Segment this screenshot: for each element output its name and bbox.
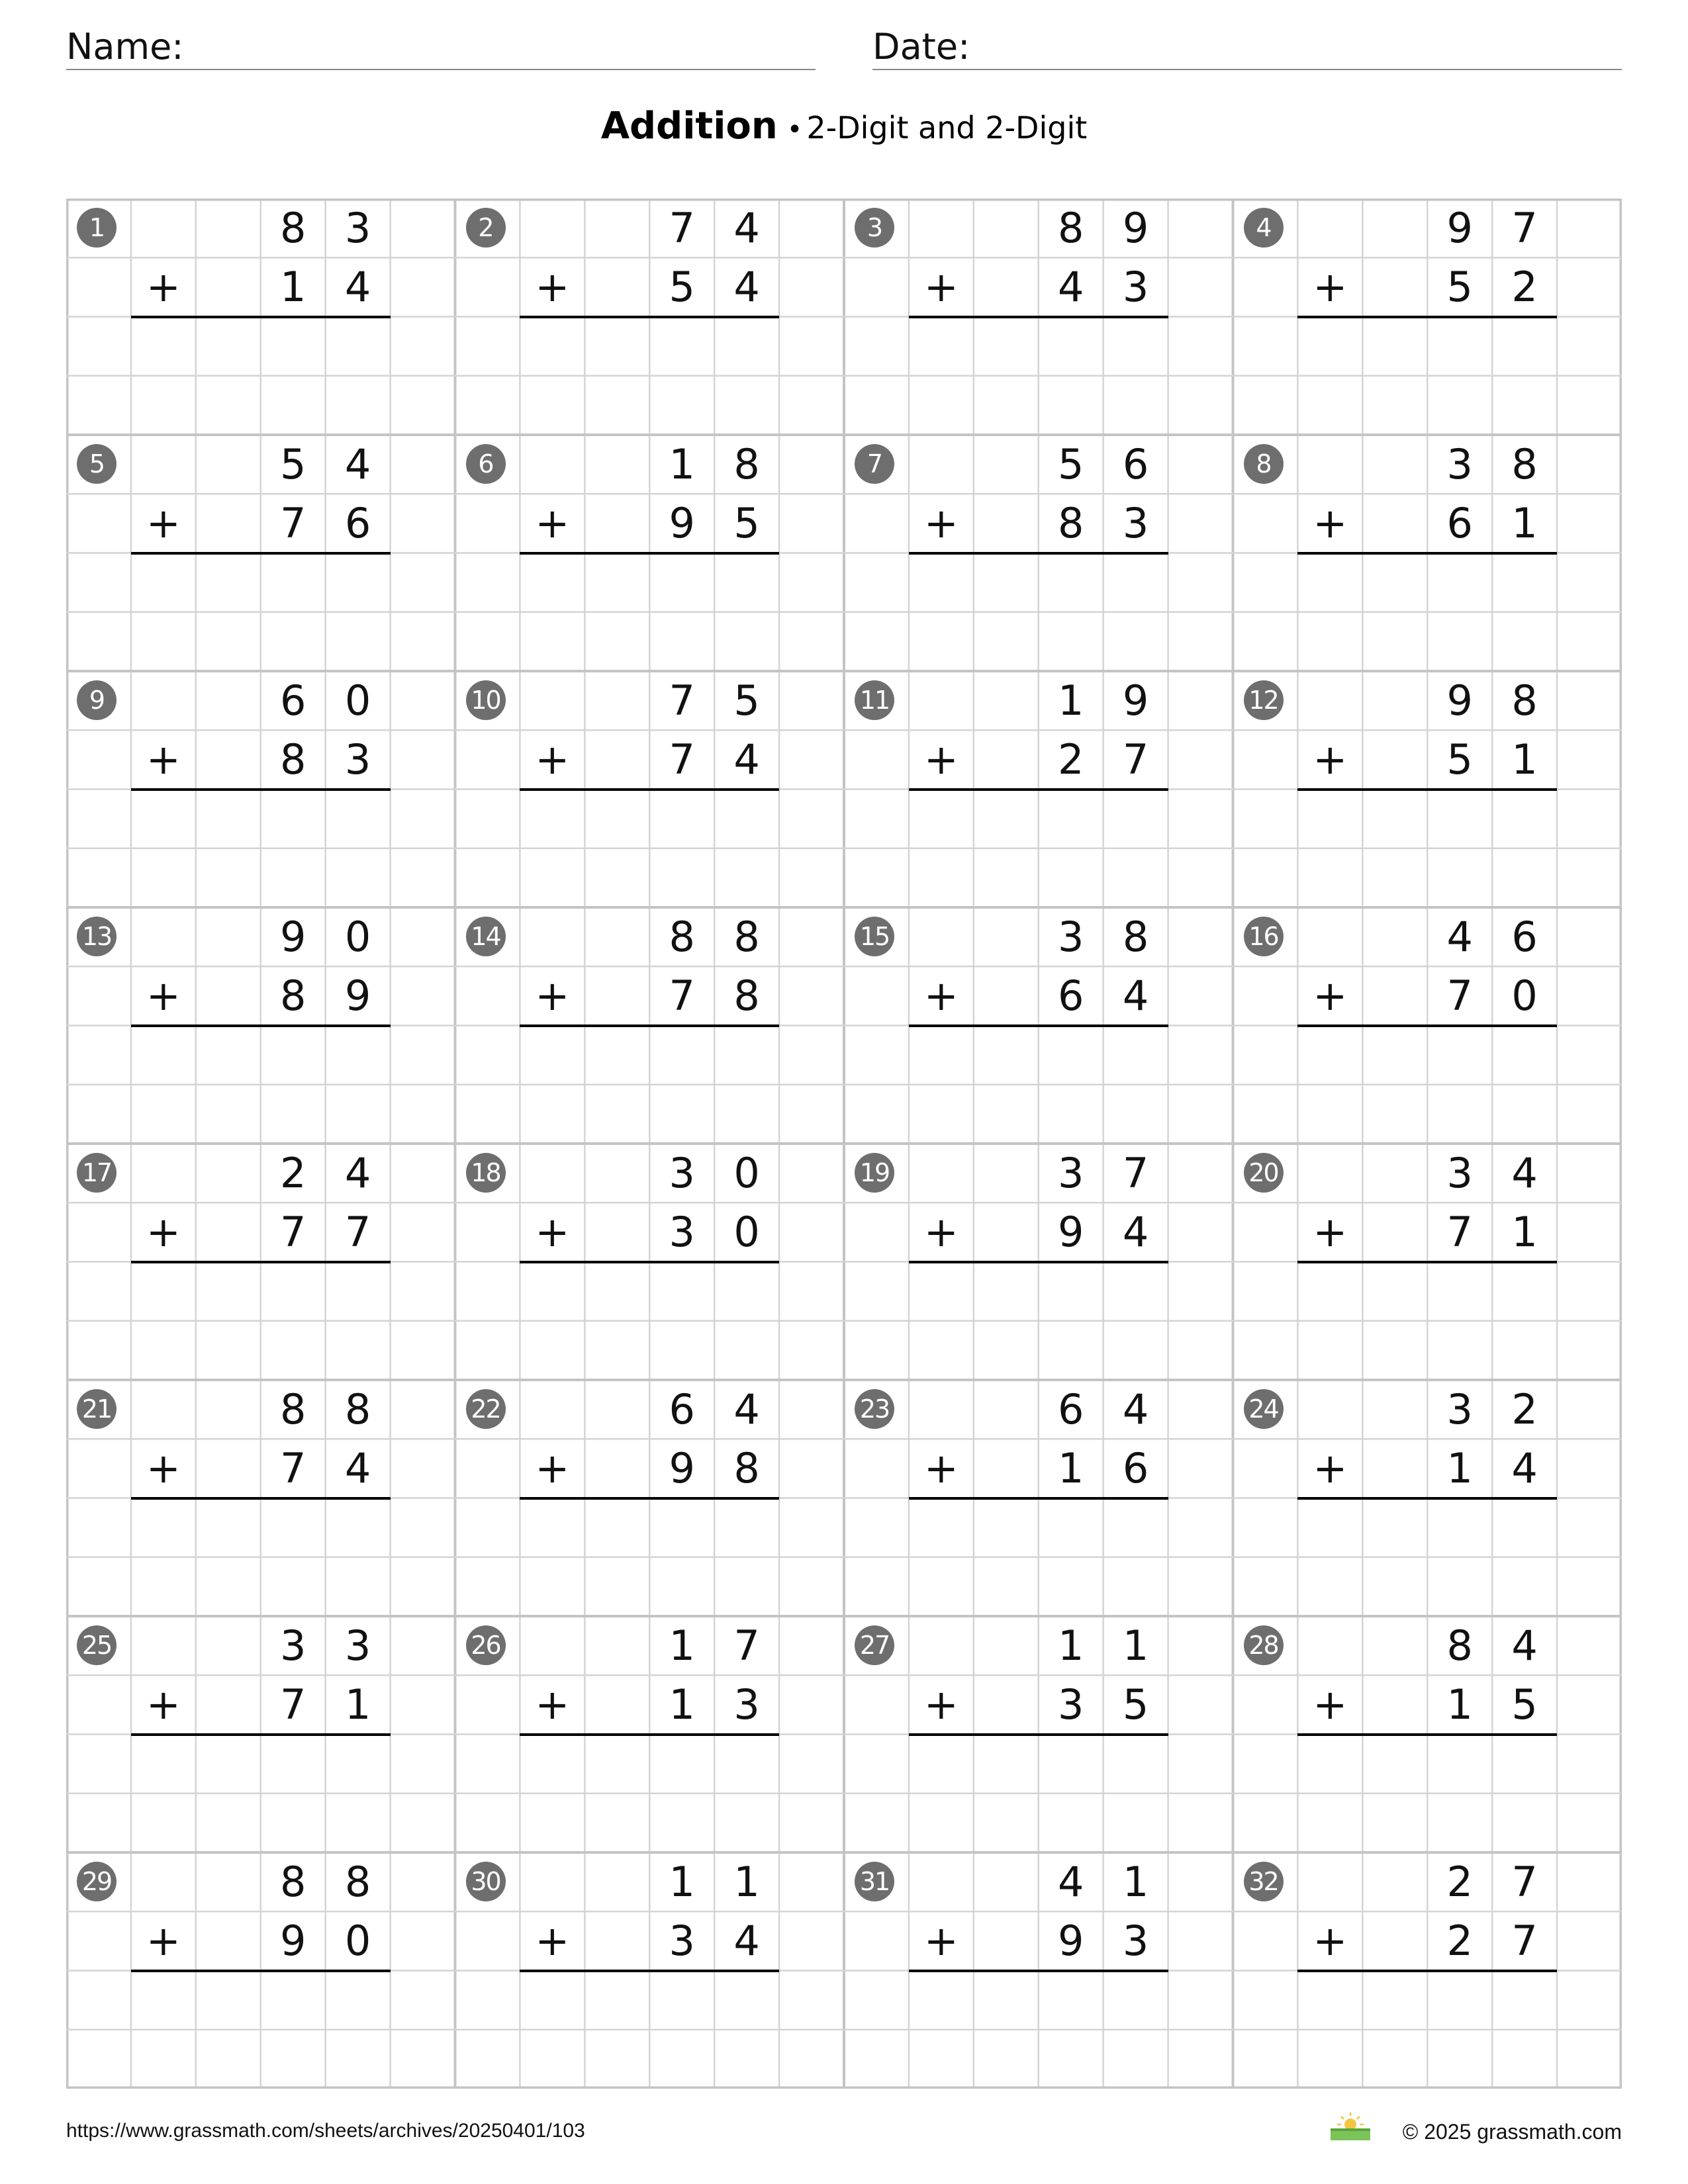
bottom-ones-digit: 0 bbox=[1511, 972, 1538, 1021]
top-ones-digit: 4 bbox=[1511, 1621, 1538, 1670]
plus-sign: + bbox=[146, 263, 181, 312]
bottom-tens-digit: 7 bbox=[279, 499, 306, 548]
bottom-tens-digit: 9 bbox=[1057, 1917, 1084, 1966]
answer-line bbox=[520, 1024, 779, 1027]
bottom-ones-digit: 8 bbox=[733, 1444, 760, 1493]
problem-number: 8 bbox=[1244, 444, 1284, 484]
bottom-ones-digit: 4 bbox=[733, 1917, 760, 1966]
top-tens-digit: 7 bbox=[669, 676, 695, 725]
plus-sign: + bbox=[146, 499, 181, 548]
bottom-ones-digit: 3 bbox=[1122, 1917, 1149, 1966]
problem-14 bbox=[455, 907, 845, 1144]
bottom-tens-digit: 9 bbox=[669, 499, 695, 548]
bottom-ones-digit: 0 bbox=[344, 1917, 371, 1966]
top-tens-digit: 1 bbox=[1057, 676, 1084, 725]
answer-line bbox=[520, 1970, 779, 1972]
top-ones-digit: 8 bbox=[733, 913, 760, 961]
bottom-ones-digit: 4 bbox=[733, 735, 760, 784]
bottom-tens-digit: 5 bbox=[1446, 263, 1473, 312]
problem-number: 2 bbox=[466, 208, 506, 248]
bottom-tens-digit: 7 bbox=[279, 1444, 306, 1493]
top-tens-digit: 4 bbox=[1057, 1858, 1084, 1906]
answer-line bbox=[131, 1024, 391, 1027]
bottom-ones-digit: 3 bbox=[733, 1680, 760, 1729]
top-ones-digit: 8 bbox=[344, 1858, 371, 1906]
top-ones-digit: 1 bbox=[733, 1858, 760, 1906]
problem-22 bbox=[455, 1380, 845, 1616]
answer-line bbox=[520, 1733, 779, 1736]
bottom-tens-digit: 1 bbox=[669, 1680, 695, 1729]
plus-sign: + bbox=[146, 1917, 181, 1966]
answer-line bbox=[131, 1970, 391, 1972]
top-ones-digit: 8 bbox=[733, 440, 760, 488]
date-label: Date: bbox=[872, 26, 970, 68]
answer-line bbox=[909, 788, 1168, 791]
bottom-ones-digit: 2 bbox=[1511, 263, 1538, 312]
problem-6 bbox=[455, 435, 845, 671]
answer-line bbox=[1297, 552, 1557, 555]
bottom-tens-digit: 8 bbox=[279, 735, 306, 784]
top-ones-digit: 0 bbox=[733, 1149, 760, 1197]
plus-sign: + bbox=[1313, 1680, 1348, 1729]
bottom-tens-digit: 9 bbox=[279, 1917, 306, 1966]
top-tens-digit: 3 bbox=[669, 1149, 695, 1197]
problem-7 bbox=[844, 435, 1233, 671]
plus-sign: + bbox=[535, 1208, 570, 1257]
top-tens-digit: 3 bbox=[1446, 1149, 1473, 1197]
bottom-tens-digit: 7 bbox=[669, 735, 695, 784]
bottom-ones-digit: 4 bbox=[733, 263, 760, 312]
top-ones-digit: 3 bbox=[344, 204, 371, 252]
problem-25 bbox=[66, 1616, 455, 1852]
plus-sign: + bbox=[1313, 499, 1348, 548]
top-ones-digit: 1 bbox=[1122, 1858, 1149, 1906]
top-ones-digit: 9 bbox=[1122, 676, 1149, 725]
problem-8 bbox=[1233, 435, 1622, 671]
problem-28 bbox=[1233, 1616, 1622, 1852]
answer-line bbox=[1297, 1024, 1557, 1027]
plus-sign: + bbox=[923, 263, 959, 312]
problem-number: 12 bbox=[1244, 680, 1284, 720]
problem-number: 3 bbox=[855, 208, 894, 248]
problem-number: 32 bbox=[1244, 1862, 1284, 1901]
answer-line bbox=[1297, 1733, 1557, 1736]
answer-line bbox=[520, 316, 779, 318]
bottom-ones-digit: 6 bbox=[344, 499, 371, 548]
bottom-tens-digit: 3 bbox=[1057, 1680, 1084, 1729]
top-tens-digit: 3 bbox=[1446, 1385, 1473, 1433]
problem-number: 22 bbox=[466, 1389, 506, 1429]
bottom-tens-digit: 8 bbox=[279, 972, 306, 1021]
top-tens-digit: 8 bbox=[1057, 204, 1084, 252]
answer-line bbox=[909, 1261, 1168, 1263]
bottom-ones-digit: 1 bbox=[1511, 735, 1538, 784]
bottom-tens-digit: 6 bbox=[1057, 972, 1084, 1021]
answer-line bbox=[909, 552, 1168, 555]
problem-30 bbox=[455, 1852, 845, 2089]
top-tens-digit: 8 bbox=[279, 204, 306, 252]
plus-sign: + bbox=[1313, 735, 1348, 784]
footer-copyright: © 2025 grassmath.com bbox=[1402, 2120, 1622, 2144]
top-tens-digit: 4 bbox=[1446, 913, 1473, 961]
problem-18 bbox=[455, 1144, 845, 1380]
answer-line bbox=[1297, 788, 1557, 791]
top-ones-digit: 2 bbox=[1511, 1385, 1538, 1433]
answer-line bbox=[131, 552, 391, 555]
problem-13 bbox=[66, 907, 455, 1144]
problem-number: 6 bbox=[466, 444, 506, 484]
answer-line bbox=[520, 552, 779, 555]
answer-line bbox=[1297, 316, 1557, 318]
bottom-tens-digit: 3 bbox=[669, 1208, 695, 1257]
problem-5 bbox=[66, 435, 455, 671]
plus-sign: + bbox=[923, 972, 959, 1021]
top-tens-digit: 8 bbox=[669, 913, 695, 961]
problem-24 bbox=[1233, 1380, 1622, 1616]
footer-url[interactable]: https://www.grassmath.com/sheets/archives/20250401/103 bbox=[66, 2120, 585, 2142]
bottom-tens-digit: 8 bbox=[1057, 499, 1084, 548]
top-ones-digit: 4 bbox=[733, 204, 760, 252]
plus-sign: + bbox=[535, 1917, 570, 1966]
bottom-tens-digit: 1 bbox=[1057, 1444, 1084, 1493]
answer-line bbox=[1297, 1261, 1557, 1263]
answer-line bbox=[131, 1261, 391, 1263]
bottom-tens-digit: 1 bbox=[1446, 1680, 1473, 1729]
top-tens-digit: 2 bbox=[1446, 1858, 1473, 1906]
top-ones-digit: 6 bbox=[1511, 913, 1538, 961]
plus-sign: + bbox=[535, 263, 570, 312]
problem-number: 21 bbox=[77, 1389, 117, 1429]
bottom-ones-digit: 5 bbox=[733, 499, 760, 548]
top-ones-digit: 9 bbox=[1122, 204, 1149, 252]
bottom-ones-digit: 5 bbox=[1122, 1680, 1149, 1729]
answer-line bbox=[909, 1497, 1168, 1500]
problem-number: 17 bbox=[77, 1153, 117, 1193]
answer-line bbox=[909, 316, 1168, 318]
top-ones-digit: 7 bbox=[1511, 204, 1538, 252]
plus-sign: + bbox=[1313, 1444, 1348, 1493]
bottom-tens-digit: 9 bbox=[669, 1444, 695, 1493]
top-tens-digit: 3 bbox=[1446, 440, 1473, 488]
bottom-ones-digit: 1 bbox=[1511, 1208, 1538, 1257]
top-ones-digit: 4 bbox=[733, 1385, 760, 1433]
problem-16 bbox=[1233, 907, 1622, 1144]
name-field[interactable] bbox=[66, 25, 816, 70]
plus-sign: + bbox=[923, 1444, 959, 1493]
top-tens-digit: 1 bbox=[669, 440, 695, 488]
top-ones-digit: 7 bbox=[733, 1621, 760, 1670]
answer-line bbox=[131, 1733, 391, 1736]
answer-line bbox=[1297, 1970, 1557, 1972]
problem-27 bbox=[844, 1616, 1233, 1852]
answer-line bbox=[131, 316, 391, 318]
top-ones-digit: 0 bbox=[344, 676, 371, 725]
problem-number: 16 bbox=[1244, 917, 1284, 956]
problem-number: 25 bbox=[77, 1625, 117, 1665]
bottom-tens-digit: 7 bbox=[1446, 1208, 1473, 1257]
top-tens-digit: 2 bbox=[279, 1149, 306, 1197]
problem-number: 19 bbox=[855, 1153, 894, 1193]
bottom-ones-digit: 0 bbox=[733, 1208, 760, 1257]
problem-number: 11 bbox=[855, 680, 894, 720]
problem-2 bbox=[455, 199, 845, 435]
bottom-ones-digit: 3 bbox=[1122, 499, 1149, 548]
top-tens-digit: 8 bbox=[1446, 1621, 1473, 1670]
plus-sign: + bbox=[1313, 263, 1348, 312]
top-ones-digit: 5 bbox=[733, 676, 760, 725]
bottom-tens-digit: 6 bbox=[1446, 499, 1473, 548]
answer-line bbox=[131, 1497, 391, 1500]
problem-21 bbox=[66, 1380, 455, 1616]
bottom-ones-digit: 3 bbox=[1122, 263, 1149, 312]
plus-sign: + bbox=[1313, 1917, 1348, 1966]
top-ones-digit: 7 bbox=[1122, 1149, 1149, 1197]
top-tens-digit: 1 bbox=[669, 1858, 695, 1906]
problem-number: 9 bbox=[77, 680, 117, 720]
plus-sign: + bbox=[1313, 972, 1348, 1021]
bottom-ones-digit: 6 bbox=[1122, 1444, 1149, 1493]
answer-line bbox=[909, 1024, 1168, 1027]
problem-31 bbox=[844, 1852, 1233, 2089]
problem-3 bbox=[844, 199, 1233, 435]
top-ones-digit: 1 bbox=[1122, 1621, 1149, 1670]
problem-number: 24 bbox=[1244, 1389, 1284, 1429]
problem-32 bbox=[1233, 1852, 1622, 2089]
top-tens-digit: 6 bbox=[669, 1385, 695, 1433]
top-ones-digit: 4 bbox=[1511, 1149, 1538, 1197]
problem-number: 4 bbox=[1244, 208, 1284, 248]
plus-sign: + bbox=[146, 1444, 181, 1493]
problem-number: 23 bbox=[855, 1389, 894, 1429]
bottom-tens-digit: 1 bbox=[1446, 1444, 1473, 1493]
plus-sign: + bbox=[146, 972, 181, 1021]
problem-26 bbox=[455, 1616, 845, 1852]
answer-line bbox=[520, 1497, 779, 1500]
top-tens-digit: 9 bbox=[1446, 676, 1473, 725]
top-ones-digit: 8 bbox=[1511, 676, 1538, 725]
date-field[interactable] bbox=[872, 25, 1622, 70]
top-ones-digit: 8 bbox=[1511, 440, 1538, 488]
bottom-tens-digit: 2 bbox=[1446, 1917, 1473, 1966]
title-subtitle: 2-Digit and 2-Digit bbox=[806, 110, 1088, 146]
bottom-tens-digit: 7 bbox=[1446, 972, 1473, 1021]
problem-17 bbox=[66, 1144, 455, 1380]
plus-sign: + bbox=[923, 1680, 959, 1729]
plus-sign: + bbox=[535, 735, 570, 784]
plus-sign: + bbox=[535, 1444, 570, 1493]
problem-number: 15 bbox=[855, 917, 894, 956]
problem-number: 10 bbox=[466, 680, 506, 720]
plus-sign: + bbox=[923, 1917, 959, 1966]
answer-line bbox=[131, 788, 391, 791]
problem-19 bbox=[844, 1144, 1233, 1380]
problem-number: 30 bbox=[466, 1862, 506, 1901]
top-tens-digit: 9 bbox=[1446, 204, 1473, 252]
problem-number: 28 bbox=[1244, 1625, 1284, 1665]
problem-number: 31 bbox=[855, 1862, 894, 1901]
answer-line bbox=[909, 1970, 1168, 1972]
problem-9 bbox=[66, 671, 455, 907]
bottom-ones-digit: 4 bbox=[1122, 1208, 1149, 1257]
bottom-ones-digit: 7 bbox=[1511, 1917, 1538, 1966]
top-ones-digit: 7 bbox=[1511, 1858, 1538, 1906]
name-label: Name: bbox=[66, 26, 184, 68]
bottom-ones-digit: 8 bbox=[733, 972, 760, 1021]
problem-23 bbox=[844, 1380, 1233, 1616]
plus-sign: + bbox=[535, 499, 570, 548]
problem-20 bbox=[1233, 1144, 1622, 1380]
top-ones-digit: 4 bbox=[1122, 1385, 1149, 1433]
bottom-tens-digit: 1 bbox=[279, 263, 306, 312]
answer-line bbox=[1297, 1497, 1557, 1500]
answer-line bbox=[909, 1733, 1168, 1736]
plus-sign: + bbox=[146, 1208, 181, 1257]
plus-sign: + bbox=[146, 1680, 181, 1729]
problem-29 bbox=[66, 1852, 455, 2089]
bottom-ones-digit: 4 bbox=[1122, 972, 1149, 1021]
bottom-tens-digit: 7 bbox=[669, 972, 695, 1021]
bottom-tens-digit: 3 bbox=[669, 1917, 695, 1966]
problem-10 bbox=[455, 671, 845, 907]
bottom-ones-digit: 4 bbox=[1511, 1444, 1538, 1493]
top-ones-digit: 4 bbox=[344, 1149, 371, 1197]
bottom-tens-digit: 9 bbox=[1057, 1208, 1084, 1257]
answer-line bbox=[520, 788, 779, 791]
problem-4 bbox=[1233, 199, 1622, 435]
title-main: Addition bbox=[600, 105, 778, 148]
bottom-ones-digit: 1 bbox=[344, 1680, 371, 1729]
problem-11 bbox=[844, 671, 1233, 907]
top-tens-digit: 3 bbox=[279, 1621, 306, 1670]
bottom-tens-digit: 2 bbox=[1057, 735, 1084, 784]
problem-grid bbox=[66, 199, 1622, 2089]
top-tens-digit: 5 bbox=[1057, 440, 1084, 488]
grassmath-logo-icon bbox=[1328, 2110, 1373, 2142]
top-ones-digit: 4 bbox=[344, 440, 371, 488]
problem-15 bbox=[844, 907, 1233, 1144]
problem-number: 1 bbox=[77, 208, 117, 248]
top-tens-digit: 1 bbox=[669, 1621, 695, 1670]
plus-sign: + bbox=[535, 1680, 570, 1729]
title-bullet: • bbox=[786, 114, 803, 145]
top-ones-digit: 8 bbox=[1122, 913, 1149, 961]
bottom-ones-digit: 5 bbox=[1511, 1680, 1538, 1729]
problem-number: 18 bbox=[466, 1153, 506, 1193]
top-tens-digit: 3 bbox=[1057, 913, 1084, 961]
bottom-tens-digit: 7 bbox=[279, 1208, 306, 1257]
problem-1 bbox=[66, 199, 455, 435]
plus-sign: + bbox=[923, 499, 959, 548]
top-ones-digit: 6 bbox=[1122, 440, 1149, 488]
bottom-ones-digit: 7 bbox=[344, 1208, 371, 1257]
bottom-ones-digit: 1 bbox=[1511, 499, 1538, 548]
problem-number: 29 bbox=[77, 1862, 117, 1901]
problem-number: 5 bbox=[77, 444, 117, 484]
plus-sign: + bbox=[923, 1208, 959, 1257]
top-tens-digit: 8 bbox=[279, 1858, 306, 1906]
top-tens-digit: 8 bbox=[279, 1385, 306, 1433]
top-ones-digit: 0 bbox=[344, 913, 371, 961]
problem-number: 14 bbox=[466, 917, 506, 956]
top-tens-digit: 6 bbox=[1057, 1385, 1084, 1433]
top-tens-digit: 6 bbox=[279, 676, 306, 725]
plus-sign: + bbox=[1313, 1208, 1348, 1257]
top-ones-digit: 8 bbox=[344, 1385, 371, 1433]
bottom-ones-digit: 7 bbox=[1122, 735, 1149, 784]
problem-number: 27 bbox=[855, 1625, 894, 1665]
bottom-tens-digit: 5 bbox=[1446, 735, 1473, 784]
answer-line bbox=[520, 1261, 779, 1263]
problem-number: 20 bbox=[1244, 1153, 1284, 1193]
top-tens-digit: 3 bbox=[1057, 1149, 1084, 1197]
bottom-ones-digit: 9 bbox=[344, 972, 371, 1021]
plus-sign: + bbox=[146, 735, 181, 784]
worksheet-title bbox=[0, 105, 1688, 148]
problem-number: 13 bbox=[77, 917, 117, 956]
bottom-ones-digit: 4 bbox=[344, 263, 371, 312]
bottom-tens-digit: 7 bbox=[279, 1680, 306, 1729]
top-tens-digit: 1 bbox=[1057, 1621, 1084, 1670]
plus-sign: + bbox=[923, 735, 959, 784]
bottom-tens-digit: 4 bbox=[1057, 263, 1084, 312]
bottom-tens-digit: 5 bbox=[669, 263, 695, 312]
problem-number: 26 bbox=[466, 1625, 506, 1665]
top-ones-digit: 3 bbox=[344, 1621, 371, 1670]
bottom-ones-digit: 3 bbox=[344, 735, 371, 784]
bottom-ones-digit: 4 bbox=[344, 1444, 371, 1493]
top-tens-digit: 9 bbox=[279, 913, 306, 961]
problem-12 bbox=[1233, 671, 1622, 907]
top-tens-digit: 5 bbox=[279, 440, 306, 488]
top-tens-digit: 7 bbox=[669, 204, 695, 252]
plus-sign: + bbox=[535, 972, 570, 1021]
problem-number: 7 bbox=[855, 444, 894, 484]
